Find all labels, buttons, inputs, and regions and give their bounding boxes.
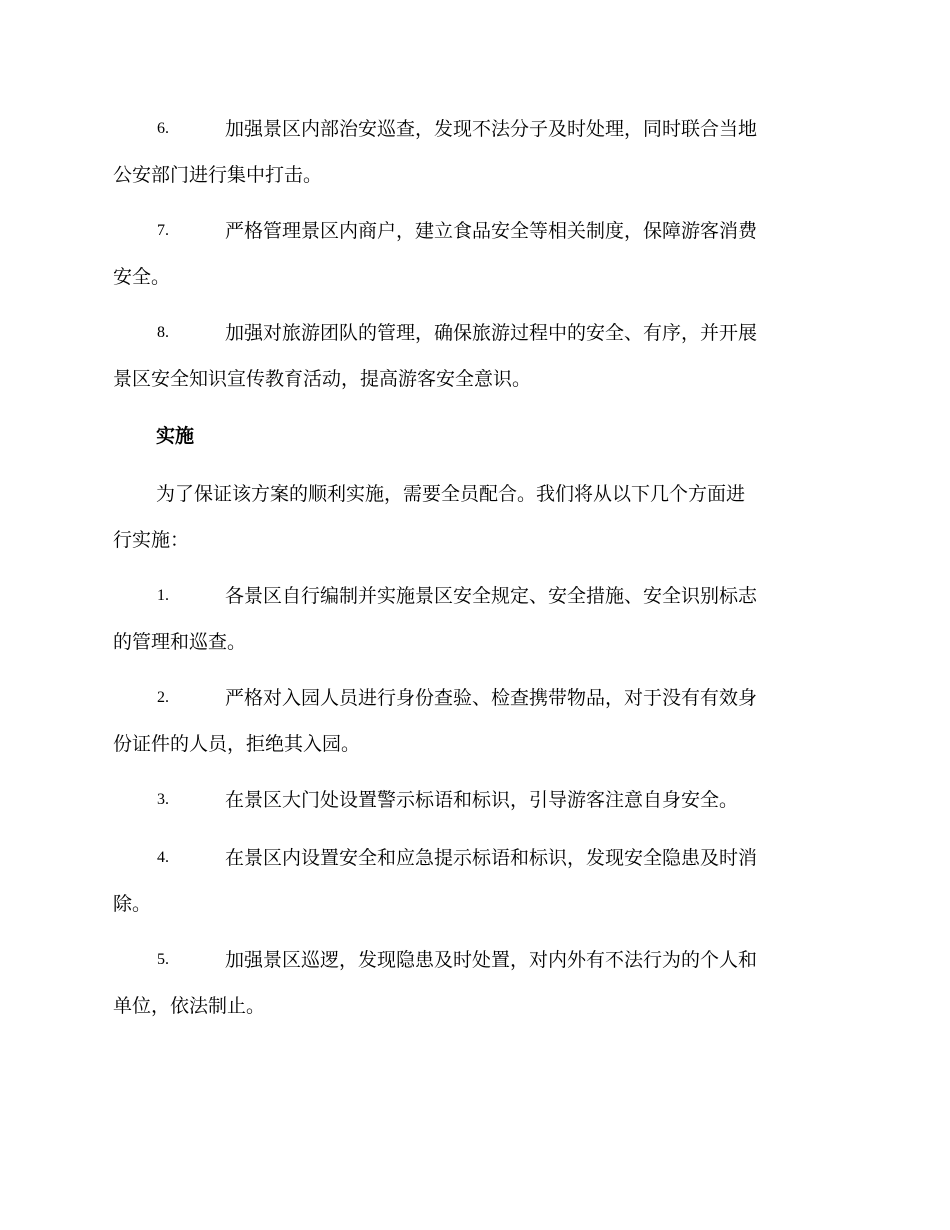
intro-paragraph xyxy=(113,471,835,563)
list-item-3 xyxy=(113,777,835,823)
list-number: 4. xyxy=(157,849,169,866)
section-heading: 实施 xyxy=(156,425,195,447)
list-text-line2: 景区安全知识宣传教育活动，提高游客安全意识。 xyxy=(113,368,532,390)
intro-line1: 为了保证该方案的顺利实施，需要全员配合。我们将从以下几个方面进 xyxy=(156,483,746,505)
list-number: 8. xyxy=(157,324,169,341)
list-text-line2: 公安部门进行集中打击。 xyxy=(113,164,323,186)
list-number: 5. xyxy=(157,951,169,968)
intro-line2: 行实施： xyxy=(113,529,190,551)
list-item-4 xyxy=(113,835,835,927)
list-text-line2: 安全。 xyxy=(113,266,171,288)
list-number: 6. xyxy=(157,120,169,137)
list-text-line2: 份证件的人员，拒绝其入园。 xyxy=(113,733,361,755)
list-number: 3. xyxy=(157,791,169,808)
list-text-line1: 加强景区内部治安巡查，发现不法分子及时处理，同时联合当地 xyxy=(225,118,758,140)
list-item-1 xyxy=(113,573,835,665)
list-item-2 xyxy=(113,675,835,767)
list-text-line1: 严格管理景区内商户，建立食品安全等相关制度，保障游客消费 xyxy=(225,220,758,242)
list-item-8 xyxy=(113,310,835,402)
list-number: 1. xyxy=(157,587,169,604)
list-number: 2. xyxy=(157,689,169,706)
list-text-line2: 单位，依法制止。 xyxy=(113,995,266,1017)
list-item-7 xyxy=(113,208,835,300)
list-text-line1: 加强景区巡逻，发现隐患及时处置，对内外有不法行为的个人和 xyxy=(225,949,758,971)
list-text-line1: 各景区自行编制并实施景区安全规定、安全措施、安全识别标志 xyxy=(225,585,758,607)
list-text-line1: 在景区大门处设置警示标语和标识，引导游客注意自身安全。 xyxy=(225,789,739,811)
list-text-line1: 在景区内设置安全和应急提示标语和标识，发现安全隐患及时消 xyxy=(225,847,758,869)
list-number: 7. xyxy=(157,222,169,239)
list-text-line2: 的管理和巡查。 xyxy=(113,631,247,653)
list-text-line2: 除。 xyxy=(113,893,152,915)
list-item-6 xyxy=(113,106,835,198)
list-text-line1: 严格对入园人员进行身份查验、检查携带物品，对于没有有效身 xyxy=(225,687,758,709)
list-item-5 xyxy=(113,937,835,1029)
list-text-line1: 加强对旅游团队的管理，确保旅游过程中的安全、有序，并开展 xyxy=(225,322,758,344)
